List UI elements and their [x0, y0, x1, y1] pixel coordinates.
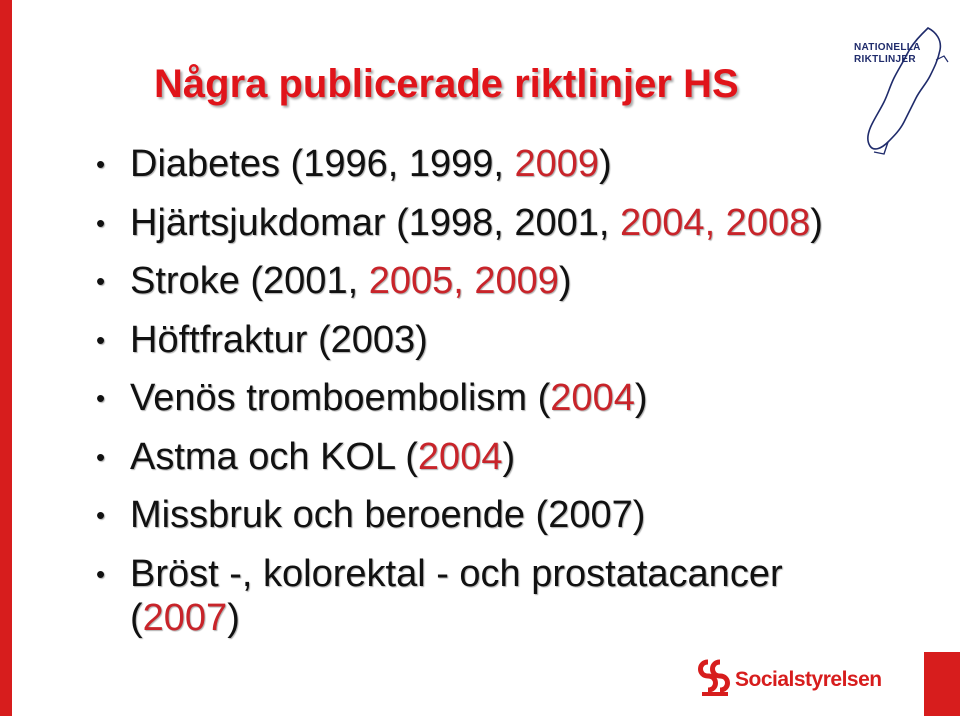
- guideline-text: Hjärtsjukdomar (1998, 2001,: [130, 201, 621, 244]
- guideline-text: Missbruk och beroende (2007): [130, 494, 646, 536]
- guideline-text: ): [810, 201, 823, 244]
- guideline-text: ): [558, 260, 572, 302]
- guideline-item: [96, 201, 896, 245]
- slide-title: Några publicerade riktlinjer HS: [154, 62, 739, 106]
- highlighted-year: 2004: [417, 435, 503, 478]
- guideline-item: [96, 142, 896, 186]
- highlighted-year: 2004: [550, 377, 635, 419]
- guideline-text: ): [502, 435, 516, 478]
- left-accent-bar: [0, 0, 12, 716]
- highlighted-year: 2009: [514, 143, 600, 185]
- guideline-item: [96, 435, 896, 479]
- guideline-text: Venös tromboembolism (: [130, 377, 551, 419]
- logo-wordmark: Socialstyrelsen: [735, 668, 882, 691]
- highlighted-year: 2005, 2009: [368, 260, 559, 302]
- guideline-item: [96, 376, 896, 420]
- guideline-item: [96, 552, 896, 640]
- guideline-text: Stroke (2001,: [130, 260, 369, 302]
- guideline-text: Astma och KOL (: [130, 435, 418, 478]
- guideline-text: ): [634, 377, 648, 419]
- guideline-text: ): [599, 143, 612, 185]
- badge-line-2: RIKTLINJER: [854, 54, 916, 65]
- highlighted-year: 2004, 2008: [620, 201, 811, 244]
- guideline-text: ): [227, 596, 240, 639]
- corner-accent-block: [924, 652, 960, 716]
- guideline-text: Bröst -, kolorektal - och prostatacancer (: [130, 552, 783, 639]
- guideline-list: [96, 142, 896, 640]
- guideline-text: Höftfraktur (2003): [130, 318, 428, 361]
- guideline-item: [96, 318, 896, 362]
- guideline-item: [96, 259, 896, 303]
- guideline-text: Diabetes (1996, 1999,: [130, 143, 515, 185]
- guideline-item: [96, 493, 896, 537]
- highlighted-year: 2007: [142, 596, 228, 639]
- badge-line-1: NATIONELLA: [854, 42, 921, 53]
